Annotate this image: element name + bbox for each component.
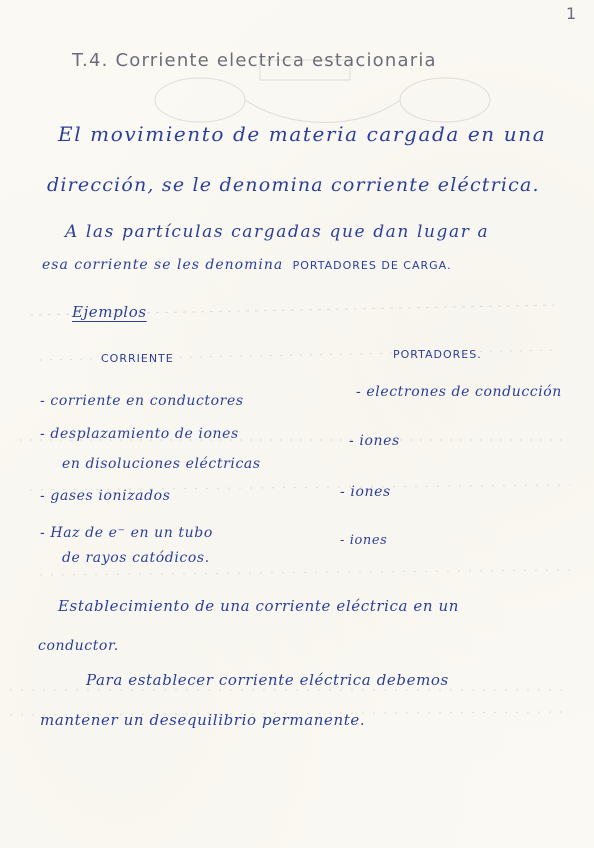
establishment-line-2: conductor. bbox=[38, 638, 119, 654]
portadores-term: PORTADORES DE CARGA. bbox=[292, 259, 452, 272]
example-current-2b: en disoluciones eléctricas bbox=[62, 456, 261, 472]
intro-line-2: dirección, se le denomina corriente eléctrica. bbox=[47, 174, 540, 196]
examples-heading: Ejemplos bbox=[72, 303, 147, 321]
example-current-4b: de rayos catódicos. bbox=[62, 550, 210, 566]
page-number: 1 bbox=[566, 4, 577, 23]
example-current-3: - gases ionizados bbox=[40, 488, 171, 504]
example-current-2: - desplazamiento de iones bbox=[40, 426, 239, 442]
example-carrier-1: - electrones de conducción bbox=[356, 384, 562, 400]
intro-line-3: A las partículas cargadas que dan lugar a bbox=[65, 222, 490, 242]
intro-line-4-prefix: esa corriente se les denomina bbox=[42, 257, 284, 273]
maintenance-line-1: Para establecer corriente eléctrica debemos bbox=[86, 671, 449, 689]
establishment-line-1: Establecimiento de una corriente eléctrica en un bbox=[58, 597, 460, 615]
maintenance-line-2: mantener un desequilibrio permanente. bbox=[40, 711, 366, 729]
intro-line-1: El movimiento de materia cargada en una bbox=[58, 122, 547, 146]
example-current-4: - Haz de e⁻ en un tubo bbox=[40, 525, 213, 541]
page-title: T.4. Corriente electrica estacionaria bbox=[72, 50, 437, 71]
example-carrier-2: - iones bbox=[349, 433, 400, 449]
example-carrier-4: - iones bbox=[340, 533, 388, 548]
column-header-current: CORRIENTE bbox=[101, 352, 174, 365]
example-carrier-3: - iones bbox=[340, 484, 391, 500]
column-header-carriers: PORTADORES. bbox=[393, 348, 482, 361]
intro-line-4 bbox=[42, 257, 451, 273]
example-current-1: - corriente en conductores bbox=[40, 393, 244, 409]
